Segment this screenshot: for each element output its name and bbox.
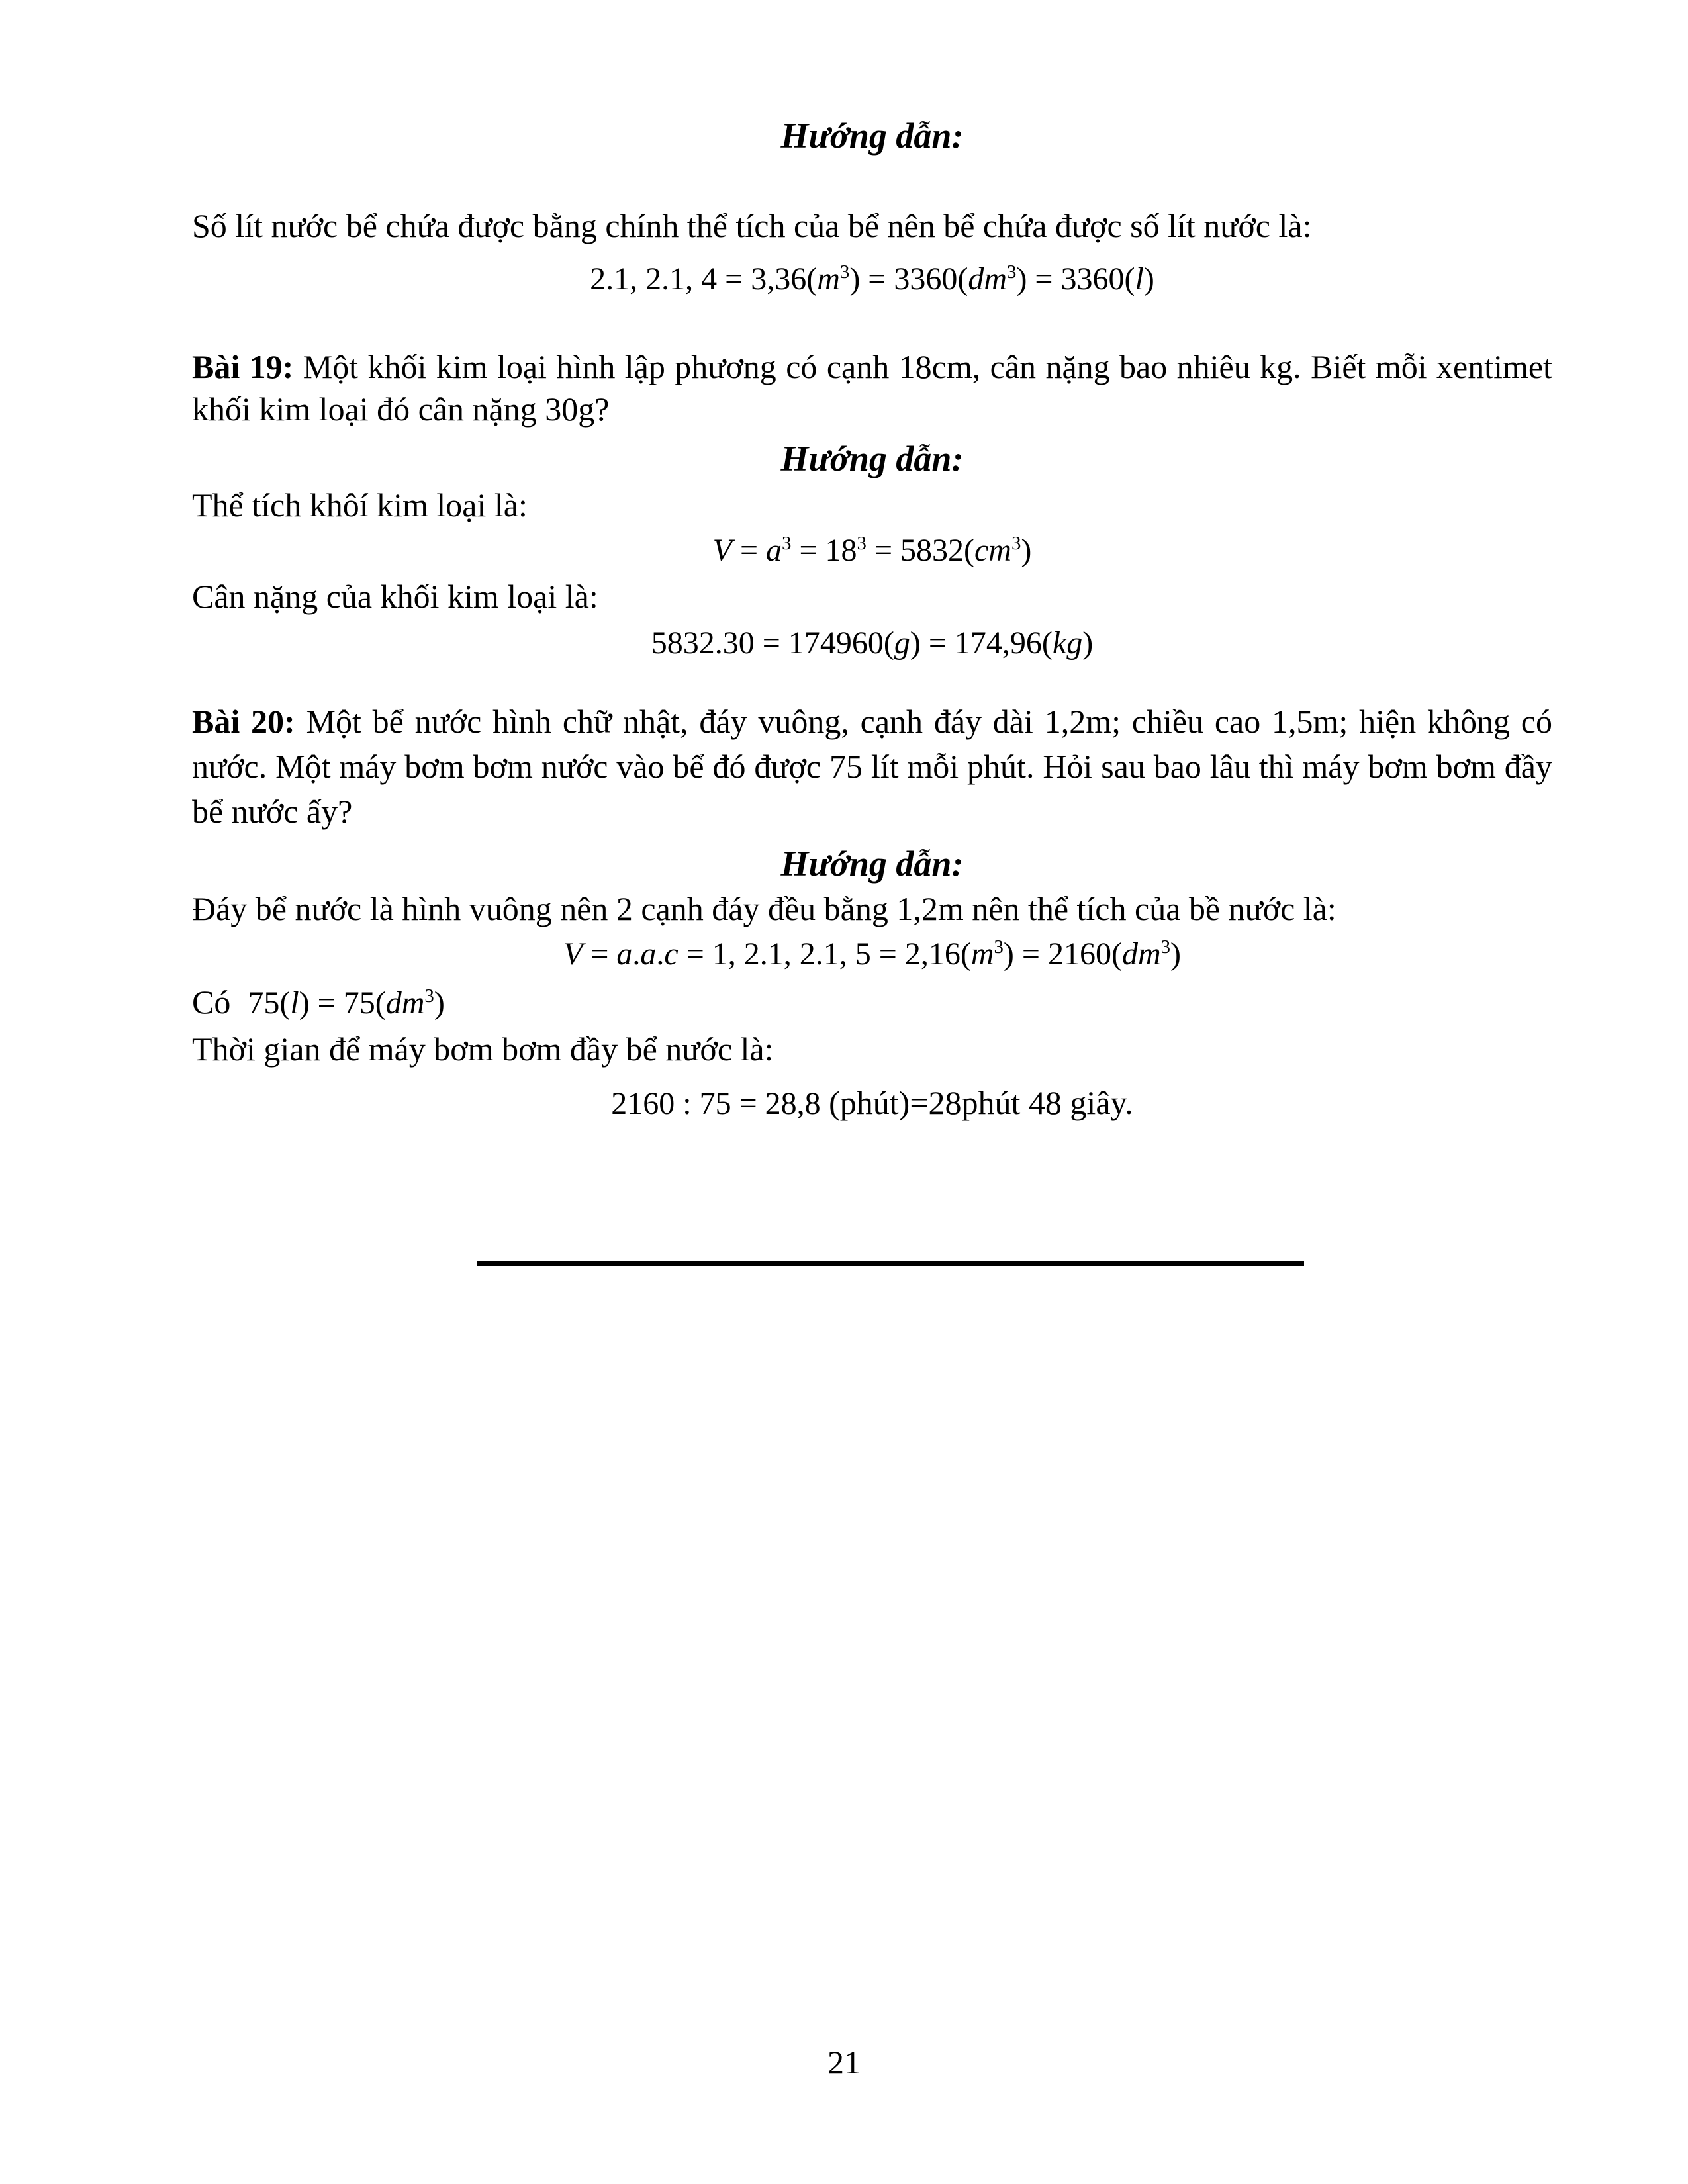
section1-solution-text: Số lít nước bể chứa được bằng chính thể tích của bể nên bể chứa được số lít nước là:: [192, 207, 1312, 244]
bai20-step2-text: Thời gian để máy bơm bơm đầy bể nước là:: [192, 1030, 774, 1068]
bai20-volume-formula: V = a.a.c = 1, 2.1, 2.1, $5 = 2,16(m^3) = 2160(dm^3)$: [563, 936, 1182, 972]
section1-huong-dan-heading: Hướng dẫn:: [780, 116, 964, 156]
bai20-conversion-line: [192, 981, 1552, 1024]
bai19-huong-dan-heading: Hướng dẫn:: [780, 439, 964, 478]
bai19-weight-formula: 5832.30 = 174960(g) = 174,96(kg): [651, 625, 1094, 660]
bai19-volume-formula: $V = a^3 = 18^3 = 5832(cm^3)$: [712, 533, 1032, 568]
bai20-co-prefix: Có: [192, 983, 231, 1021]
section1-volume-formula: 2.1, 2.1, $4 = 3,36(m^3) = 3360(dm^3) = 3360(l)$: [590, 261, 1154, 296]
problem-19-text: Một khối kim loại hình lập phương có cạnh 18cm, cân nặng bao nhiêu kg. Biết mỗi xentimet khối kim loại đó cân nặng 30g?: [192, 348, 1552, 428]
page-number: 21: [827, 2044, 861, 2081]
problem-19-statement: [192, 345, 1552, 430]
bai20-time-formula-line: [192, 1080, 1552, 1126]
bai20-time-formula: 2160 : 75 = 28,8: [611, 1086, 821, 1121]
bai20-liter-conversion-formula: $75(l) = 75(dm^3)$: [248, 985, 445, 1021]
bai19-step1-text: Thể tích khôí kim loại là:: [192, 486, 528, 523]
problem-20-statement: [192, 699, 1552, 834]
problem-20-text: Một bể nước hình chữ nhật, đáy vuông, cạnh đáy dài 1,2m; chiều cao 1,5m; hiện không có nước. Một máy bơm bơm nước vào bể đó được 75 lít mỗi phút. Hỏi sau bao lâu thì máy bơm bơm đầy bể nước ấy?: [192, 703, 1552, 830]
horizontal-divider: [477, 1261, 1304, 1266]
problem-20-label: Bài 20:: [192, 703, 295, 740]
bai20-huong-dan-heading: Hướng dẫn:: [780, 844, 964, 884]
bai20-step1-text: Đáy bể nước là hình vuông nên 2 cạnh đáy đều bằng 1,2m nên thể tích của bề nước là:: [192, 890, 1336, 927]
bai19-step2-text: Cân nặng của khối kim loại là:: [192, 578, 598, 615]
problem-19-label: Bài 19:: [192, 348, 294, 385]
bai20-time-result-text: (phút)=28phút 48 giây.: [820, 1084, 1133, 1121]
